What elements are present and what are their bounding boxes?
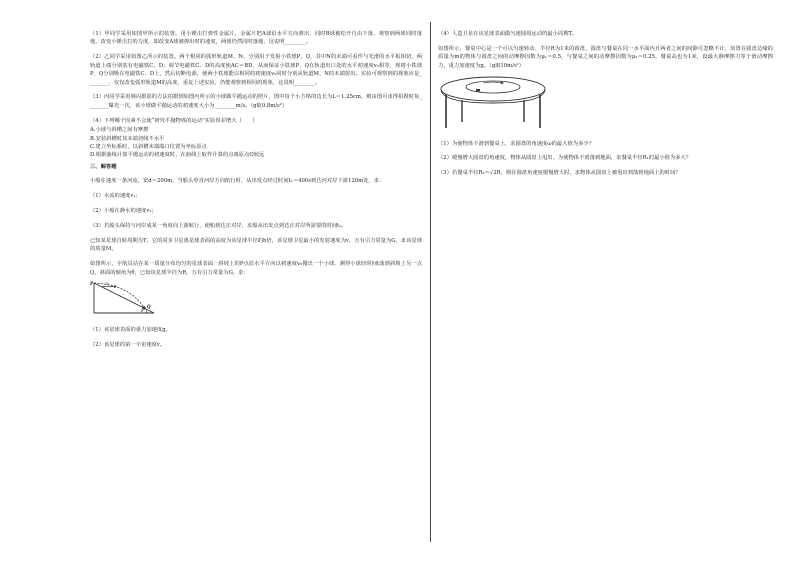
slope-problem-intro: 如图所示，宇航员站在某一质量分布均匀的星球表面一斜坡上的P点沿水平方向以初速度v₀抛出一个小球，测得小球经时间t落到斜坡上另一点Q，斜面的倾角为θ，已知该星球半径为R，万有引力常量为G，求： xyxy=(90,261,422,276)
rotating-disk xyxy=(466,81,520,93)
table-question-2: （2）缓慢增大圆盘的角速度，物体从圆盘上甩出，为使物体不滑落到地面，求餐桌半径R₁的最小值为多大？ xyxy=(438,155,692,162)
boat-question-2: （2）小船在静水的速度v₂； xyxy=(90,208,157,214)
angle-arc xyxy=(146,310,147,313)
question-3: （3）丙同学采用频闪摄影的方法拍摄到如图丙所示的小球做平抛运动的照片，图中每个小方格的边长为L＝1.25cm，则由图可求得拍摄时每________曝光一次，该小球做平抛运动的初速度大小为________m/s。（g取9.8m/s²） xyxy=(90,94,422,109)
satellite-question-4: （4）人造卫星在该星球表面做匀速圆周运动的最小周期T。 xyxy=(438,31,578,37)
slope-question-2: （2）该星球的第一宇宙速度v。 xyxy=(90,342,166,349)
option-d: D.根据曲线计算平抛运动的初速度时，在曲线上取作计算的点离原点O较远 xyxy=(90,152,265,159)
question-4: （4）下列哪个因素不会使“研究平抛物体的运动”实验误差增大（ ） xyxy=(90,117,258,124)
left-column xyxy=(90,30,422,356)
label-p: P xyxy=(90,281,94,287)
boat-question-1: （1）水流的速度v₁； xyxy=(90,193,141,200)
boat-problem-intro: 小船在速度一条河流，宽d＝200m，当船头垂直河岸方向航行时，从出发点经过时间t₁＝400s到达河对岸下游120m处，求： xyxy=(90,178,385,185)
option-c: C.建立坐标系时，以斜槽末端端口位置为坐标原点 xyxy=(90,143,207,150)
slope-question-1: （1）该星球表面的重力加速度g。 xyxy=(90,327,171,334)
option-b: B.安装斜槽时其末端切线不水平 xyxy=(90,135,165,142)
label-q: Q xyxy=(147,304,151,310)
table-question-1: （1）为使物体不滑到餐桌上，求圆盘的角速度ω的最大值为多少？ xyxy=(438,140,595,147)
satellite-problem: 已知某星球自转周期为T，它的同步卫星离星球表面的高度为该星球半径的h倍，该星球卫星最小的发射速度为v，万有引力常量为G，求该星球的质量M。 xyxy=(90,237,422,253)
object-block xyxy=(476,89,480,91)
boat-question-3: （3）若船头保持与河岸成某一角度向上游航行，使船到达正对岸，求船从出发点到达正对岸所需要的时间t₂。 xyxy=(90,222,347,229)
option-a: A.小球与斜槽之间有摩擦 xyxy=(90,127,149,134)
right-column xyxy=(438,30,773,184)
section-heading: 三、解答题 xyxy=(90,163,117,170)
slope-figure xyxy=(90,279,422,320)
label-v0: v₀ xyxy=(106,280,110,286)
incline-diagram xyxy=(90,279,160,317)
rotating-table-diagram xyxy=(438,72,548,130)
table-question-3: （3）若餐桌半径R₂＝√2R，则在圆盘角速度缓慢增大时，求物体从圆盘上被甩出到落到地面上的时间？ xyxy=(438,170,681,177)
table-figure xyxy=(438,72,773,133)
column-divider xyxy=(430,22,431,542)
arrow-head xyxy=(114,285,117,288)
question-2: （2）乙同学采用如图乙所示的装置。两个相同的弧形轨道M、N，分别用于发射小铁球P、Q，其中N的末端可看作与光滑的水平板相切，两轨道上端分别装有电磁铁C、D；调节电磁铁C、D的高度使AC＝BD，从而保证小铁球P、Q在轨道出口处的水平初速度v₀相等，现将小铁球P、Q分别吸在电磁铁C、D上，然后切断电源，使两小铁球能以相同的初速度v₀同时分别从轨道M、N的末端射出。实验可观察到的现象应是________，仅仅改变弧形轨道M的高度，重复上述实验，仍能观察到相同的现象，这说明________。 xyxy=(90,54,422,86)
label-theta: θ xyxy=(141,307,143,313)
table-problem-intro: 如图所示，餐桌中心是一个可以匀速转动、半径R为1米的圆盘，圆盘与餐桌在同一水平面内且两者之间的间隙可忽略不计，放置在圆盘边缘的质量为m的物体与圆盘之间的动摩擦因数为μ₁＝0.5，与餐桌之间的动摩擦因数为μ₂＝0.25，餐桌高也为1米，设最大静摩擦力等于滑动摩擦力，重力加速度为g。（g取10m/s²） xyxy=(438,45,773,69)
question-1: （1）甲同学采用如图甲所示的装置。用小锤击打弹性金属片，金属片把A球沿水平方向弹出，同时B球被松开自由下落，观察到两球同时落地，改变小锤击打的力度，即改变A球被弹出时的速度，两球仍然同时落地，这说明________。 xyxy=(90,31,422,46)
